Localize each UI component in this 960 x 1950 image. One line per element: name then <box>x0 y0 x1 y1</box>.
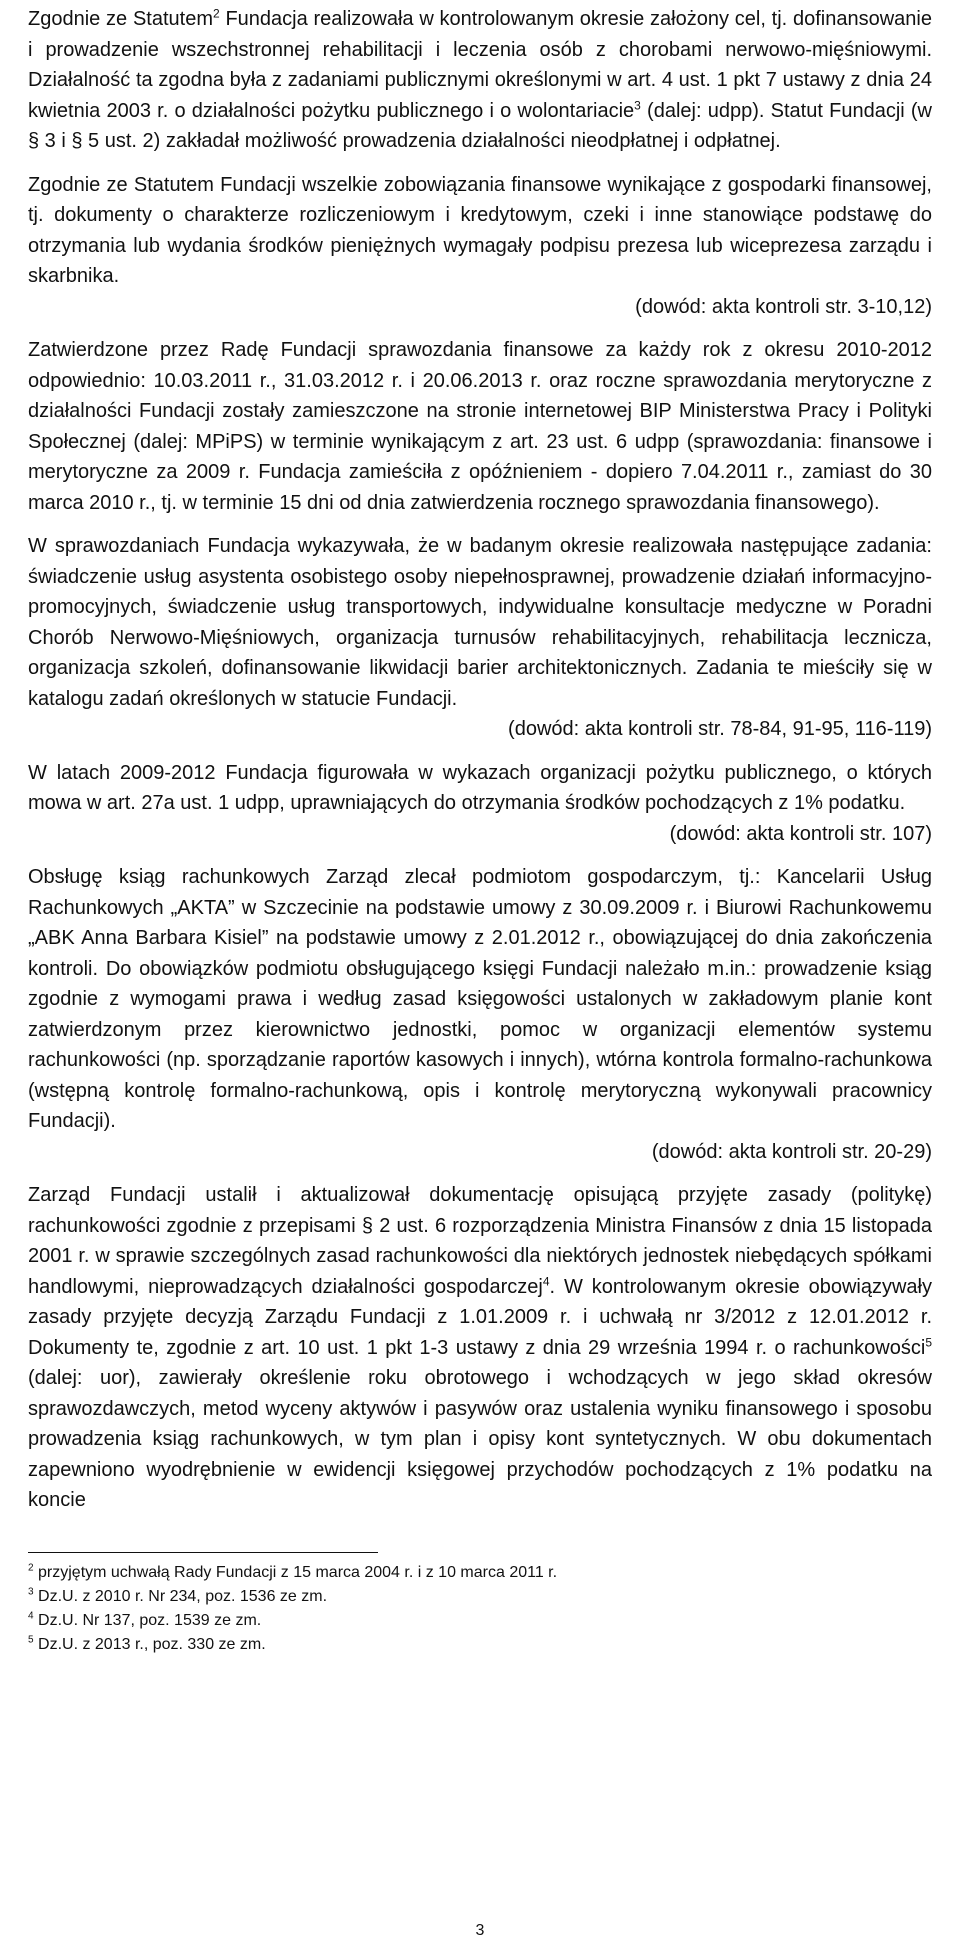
paragraph-text: Zgodnie ze Statutem <box>28 8 213 30</box>
footnote-ref[interactable]: 3 <box>634 97 641 112</box>
footnote-ref[interactable]: 5 <box>925 1334 932 1349</box>
paragraph-opp-status: W latach 2009-2012 Fundacja figurowała w wykazach organizacji pożytku publicznego, o których mowa w art. 27a ust. 1 udpp, uprawniających do otrzymania środków pochodzących z 1% podatku. <box>28 761 932 814</box>
footnote-number: 3 <box>28 1586 34 1598</box>
evidence-reference: (dowód: akta kontroli str. 3-10,12) <box>635 295 932 318</box>
paragraph-text: (dalej: uor), zawierały określenie roku obrotowego i wchodzących w jego skład okresów sprawozdawczych, metod wyceny aktywów i pasywów oraz ustalenia wyniku finansowego i sposobu prowadzenia ksiąg rachunkowych, w tym plan i opisy kont syntetycznych. W obu dokumentach zapewniono wyodrębnienie w ewidencji księgowej przychodów pochodzących z 1% podatku na koncie <box>28 1367 932 1511</box>
footnote-text: Dz.U. z 2013 r., poz. 330 ze zm. <box>33 1635 266 1653</box>
paragraph-text: Fundacja realizowała w kontrolowanym okresie założony cel, tj. dofinansowanie i prowadzenie wszechstronnej rehabilitacji i leczenia osób z chorobami nerwowo-mięśniowymi. Działalność ta zgodna była z zadaniami publicznymi określonymi w art. 4 ust. 1 pkt 7 ustawy z dnia 24 kwietnia 2003 r. o działalności pożytku publicznego i o wolontariacie <box>28 8 932 122</box>
footnote <box>28 1633 932 1657</box>
footnote-ref[interactable]: 4 <box>542 1273 550 1288</box>
paragraph-accounting-policy <box>28 1180 932 1516</box>
footnote-number: 2 <box>28 1562 34 1574</box>
footnote-number: 4 <box>28 1610 34 1622</box>
paragraph-financial-obligations: Zgodnie ze Statutem Fundacji wszelkie zobowiązania finansowe wynikające z gospodarki finansowej, tj. dokumenty o charakterze rozliczeniowym i kredytowym, czeki i inne stanowiące podstawę do otrzymania lub wydania środków pieniężnych wymagały podpisu prezesa lub wiceprezesa zarządu i skarbnika. <box>28 173 932 287</box>
footnote-number: 5 <box>28 1634 34 1646</box>
evidence-reference: (dowód: akta kontroli str. 20-29) <box>651 1140 932 1163</box>
footnote <box>28 1561 932 1585</box>
footnotes <box>28 1561 932 1657</box>
evidence-reference: (dowód: akta kontroli str. 107) <box>669 822 932 845</box>
footnote-divider <box>28 1552 378 1553</box>
paragraph-statute-goal <box>28 4 932 157</box>
footnote-text: przyjętym uchwałą Rady Fundacji z 15 marca 2004 r. i z 10 marca 2011 r. <box>33 1563 558 1581</box>
paragraph-text: . W kontrolowanym okresie obowiązywały zasady przyjęte decyzją Zarządu Fundacji z 1.01.2009 r. i uchwałą nr 3/2012 z 12.01.2012 r. Dokumenty te, zgodnie z art. 10 ust. 1 pkt 1-3 ustawy z dnia 29 września 1994 r. o rachunkowości <box>28 1275 933 1359</box>
paragraph-bookkeeping: Obsługę ksiąg rachunkowych Zarząd zlecał podmiotom gospodarczym, tj.: Kancelarii Usług Rachunkowych „AKTA” w Szczecinie na podstawie umowy z 30.09.2009 r. i Biurowi Rachunkowemu „ABK Anna Barbara Kisiel” na podstawie umowy z 2.01.2012 r., obowiązującej do dnia zakończenia kontroli. Do obowiązków podmiotu obsługującego księgi Fundacji należało m.in.: prowadzenie ksiąg zgodnie z wymogami prawa i według zasad księgowości ustalonych w zakładowym planie kont zatwierdzonym przez kierownictwo jednostki, pomoc w organizacji elementów systemu rachunkowości (np. sporządzanie raportów kasowych i innych), wtórna kontrola formalno-rachunkowa (wstępną kontrolę formalno-rachunkową, opis i kontrolę merytoryczną wykonywali pracownicy Fundacji). <box>28 866 932 1132</box>
footnote-text: Dz.U. Nr 137, poz. 1539 ze zm. <box>33 1611 262 1629</box>
footnote-ref[interactable]: 2 <box>212 6 220 21</box>
paragraph-financial-reports: Zatwierdzone przez Radę Fundacji sprawozdania finansowe za każdy rok z okresu 2010-2012 odpowiednio: 10.03.2011 r., 31.03.2012 r. i 20.06.2013 r. oraz roczne sprawozdania merytoryczne z działalności Fundacji zostały zamieszczone na stronie internetowej BIP Ministerstwa Pracy i Polityki Społecznej (dalej: MPiPS) w terminie wynikającym z art. 23 ust. 6 udpp (sprawozdania: finansowe i merytoryczne za 2009 r. Fundacja zamieściła z opóźnieniem - dopiero 7.04.2011 r., zamiast do 30 marca 2010 r., tj. w terminie 15 dni od dnia zatwierdzenia rocznego sprawozdania finansowego). <box>28 339 932 514</box>
footnote-text: Dz.U. z 2010 r. Nr 234, poz. 1536 ze zm. <box>33 1587 328 1605</box>
page-number: 3 <box>475 1922 485 1939</box>
footnote <box>28 1585 932 1609</box>
paragraph-text: Zarząd Fundacji ustalił i aktualizował dokumentację opisującą przyjęte zasady (politykę) rachunkowości zgodnie z przepisami § 2 ust. 6 rozporządzenia Ministra Finansów z dnia 15 listopada 2001 r. w sprawie szczególnych zasad rachunkowości dla niektórych jednostek niebędących spółkami handlowymi, nieprowadzących działalności gospodarczej <box>28 1184 932 1298</box>
paragraph-tasks: W sprawozdaniach Fundacja wykazywała, że w badanym okresie realizowała następujące zadania: świadczenie usług asystenta osobistego osoby niepełnosprawnej, prowadzenie działań informacyjno-promocyjnych, świadczenie usług transportowych, indywidualne konsultacje medyczne w Poradni Chorób Nerwowo-Mięśniowych, organizacja turnusów rehabilitacyjnych, rehabilitacja lecznicza, organizacja szkoleń, dofinansowanie likwidacji barier architektonicznych. Zadania te mieściły się w katalogu zadań określonych w statucie Fundacji. <box>28 535 932 710</box>
paragraph-text: (dalej: udpp). Statut Fundacji (w § 3 i § 5 ust. 2) zakładał możliwość prowadzenia działalności nieodpłatnej i odpłatnej. <box>28 99 933 152</box>
evidence-reference: (dowód: akta kontroli str. 78-84, 91-95, 116-119) <box>508 718 932 740</box>
footnote <box>28 1609 932 1633</box>
